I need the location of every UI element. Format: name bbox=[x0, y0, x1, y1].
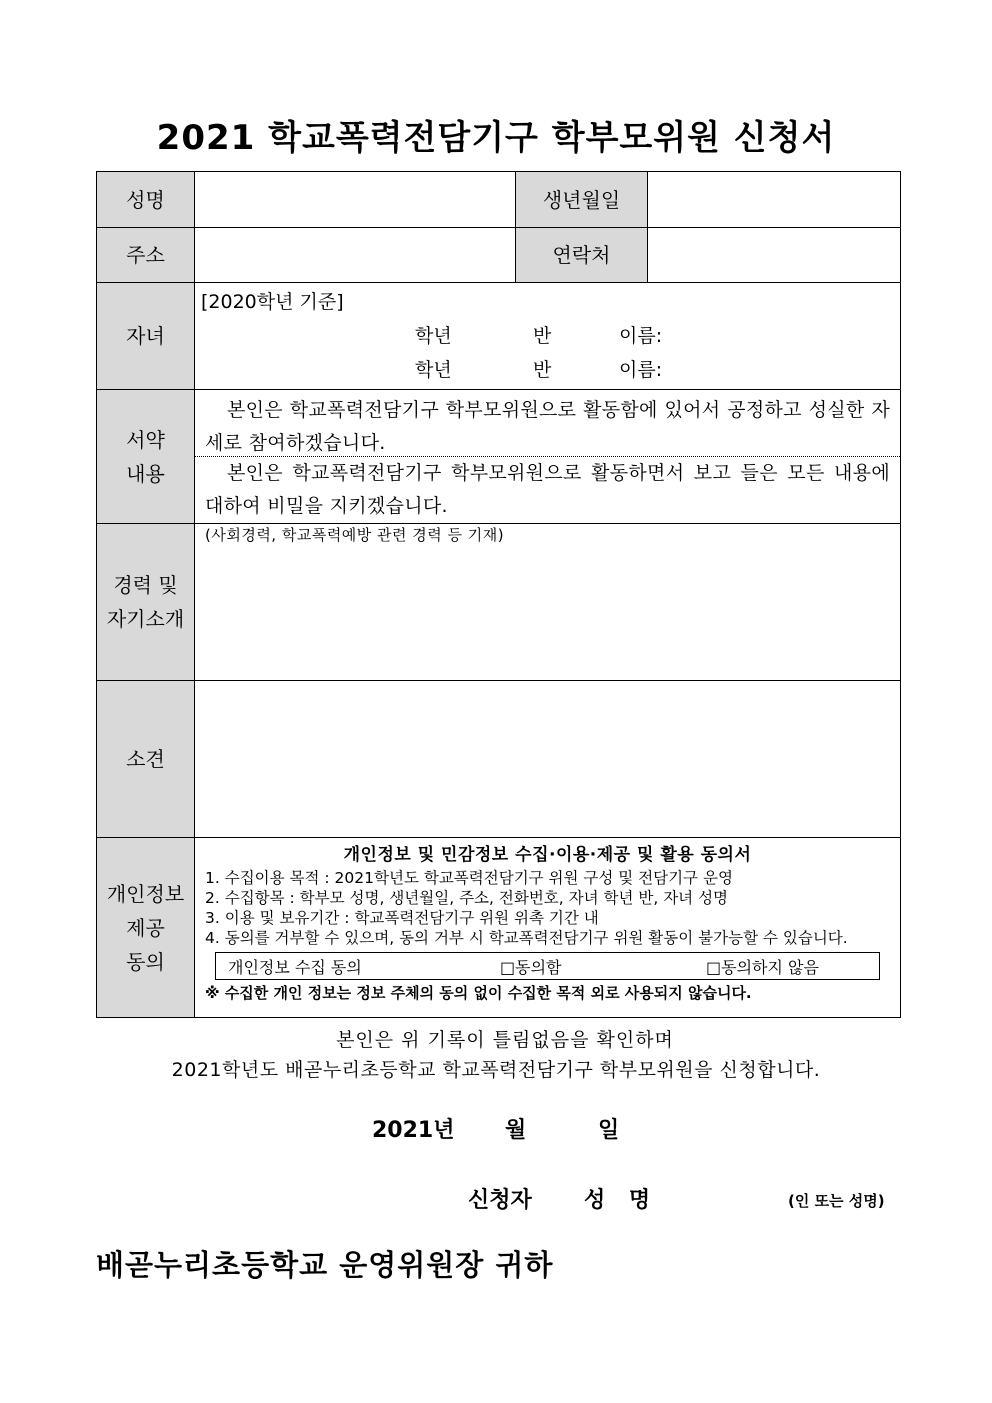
consent-items bbox=[195, 865, 900, 948]
children-field[interactable] bbox=[195, 283, 901, 390]
date-day: 일 bbox=[598, 1118, 620, 1143]
career-field[interactable] bbox=[195, 524, 901, 681]
career-hint: (사회경력, 학교폭력예방 관련 경력 등 기재) bbox=[205, 526, 505, 544]
privacy-notice: ※ 수집한 개인 정보는 정보 주체의 동의 없이 수집한 목적 외로 사용되지 않습니다. bbox=[205, 984, 752, 1002]
oath-content bbox=[195, 390, 901, 524]
name-field[interactable] bbox=[195, 172, 516, 228]
birthdate-label: 생년월일 bbox=[516, 172, 648, 228]
application-form-table bbox=[96, 171, 901, 1018]
opinion-label: 소견 bbox=[97, 681, 195, 838]
confirmation-line-1: 본인은 위 기록이 틀림없음을 확인하며 bbox=[336, 1029, 674, 1051]
consent-item-purpose: 1. 수집이용 목적 : 2021학년도 학교폭력전담기구 위원 구성 및 전담기구 운영 bbox=[205, 869, 733, 887]
child1-grade-label: 학년 bbox=[415, 325, 452, 347]
child1-name-label: 이름: bbox=[619, 325, 663, 347]
birthdate-field[interactable] bbox=[648, 172, 901, 228]
oath-label: 서약 내용 bbox=[97, 390, 195, 524]
date-month: 월 bbox=[505, 1118, 527, 1143]
child2-class-label: 반 bbox=[533, 359, 552, 381]
child2-name-label: 이름: bbox=[619, 359, 663, 381]
confirmation-line-2: 2021학년도 배곧누리초등학교 학교폭력전담기구 학부모위원을 신청합니다. bbox=[171, 1059, 821, 1081]
child1-class-label: 반 bbox=[533, 325, 552, 347]
consent-item-refusal: 4. 동의를 거부할 수 있으며, 동의 거부 시 학교폭력전담기구 위원 활동이 불가능할 수 있습니다. bbox=[205, 929, 848, 947]
address-field[interactable] bbox=[195, 228, 516, 283]
agree-checkbox[interactable]: □동의함 bbox=[500, 958, 562, 977]
contact-field[interactable] bbox=[648, 228, 901, 283]
applicant-name-label: 성 명 bbox=[584, 1188, 659, 1213]
oath-paragraph-fairness: 본인은 학교폭력전담기구 학부모위원으로 활동함에 있어서 공정하고 성실한 자세로 참여하겠습니다. bbox=[205, 399, 890, 454]
seal-note: (인 또는 성명) bbox=[788, 1192, 885, 1210]
disagree-checkbox[interactable]: □동의하지 않음 bbox=[706, 958, 819, 977]
contact-label: 연락처 bbox=[516, 228, 648, 283]
oath-paragraph-confidentiality: 본인은 학교폭력전담기구 학부모위원으로 활동하면서 보고 들은 모든 내용에 대하여 비밀을 지키겠습니다. bbox=[205, 462, 890, 517]
child2-grade-label: 학년 bbox=[415, 359, 452, 381]
document-title: 2021 학교폭력전담기구 학부모위원 신청서 bbox=[156, 118, 836, 158]
applicant-label: 신청자 bbox=[468, 1188, 532, 1213]
children-basis: [2020학년 기준] bbox=[201, 291, 344, 313]
consent-content bbox=[195, 838, 901, 1018]
consent-item-period: 3. 이용 및 보유기간 : 학교폭력전담기구 위원 위촉 기간 내 bbox=[205, 909, 599, 927]
consent-agreement-box bbox=[215, 952, 880, 980]
consent-title: 개인정보 및 민감정보 수집·이용·제공 및 활용 동의서 bbox=[343, 845, 752, 865]
consent-label: 개인정보 제공 동의 bbox=[97, 838, 195, 1018]
career-label: 경력 및 자기소개 bbox=[97, 524, 195, 681]
opinion-field[interactable] bbox=[195, 681, 901, 838]
recipient: 배곧누리초등학교 운영위원장 귀하 bbox=[96, 1248, 554, 1282]
date-year: 2021년 bbox=[372, 1118, 455, 1143]
consent-agree-label: 개인정보 수집 동의 bbox=[228, 958, 362, 977]
children-label: 자녀 bbox=[97, 283, 195, 390]
consent-item-fields: 2. 수집항목 : 학부모 성명, 생년월일, 주소, 전화번호, 자녀 학년 반, 자녀 성명 bbox=[205, 889, 729, 907]
name-label: 성명 bbox=[97, 172, 195, 228]
address-label: 주소 bbox=[97, 228, 195, 283]
